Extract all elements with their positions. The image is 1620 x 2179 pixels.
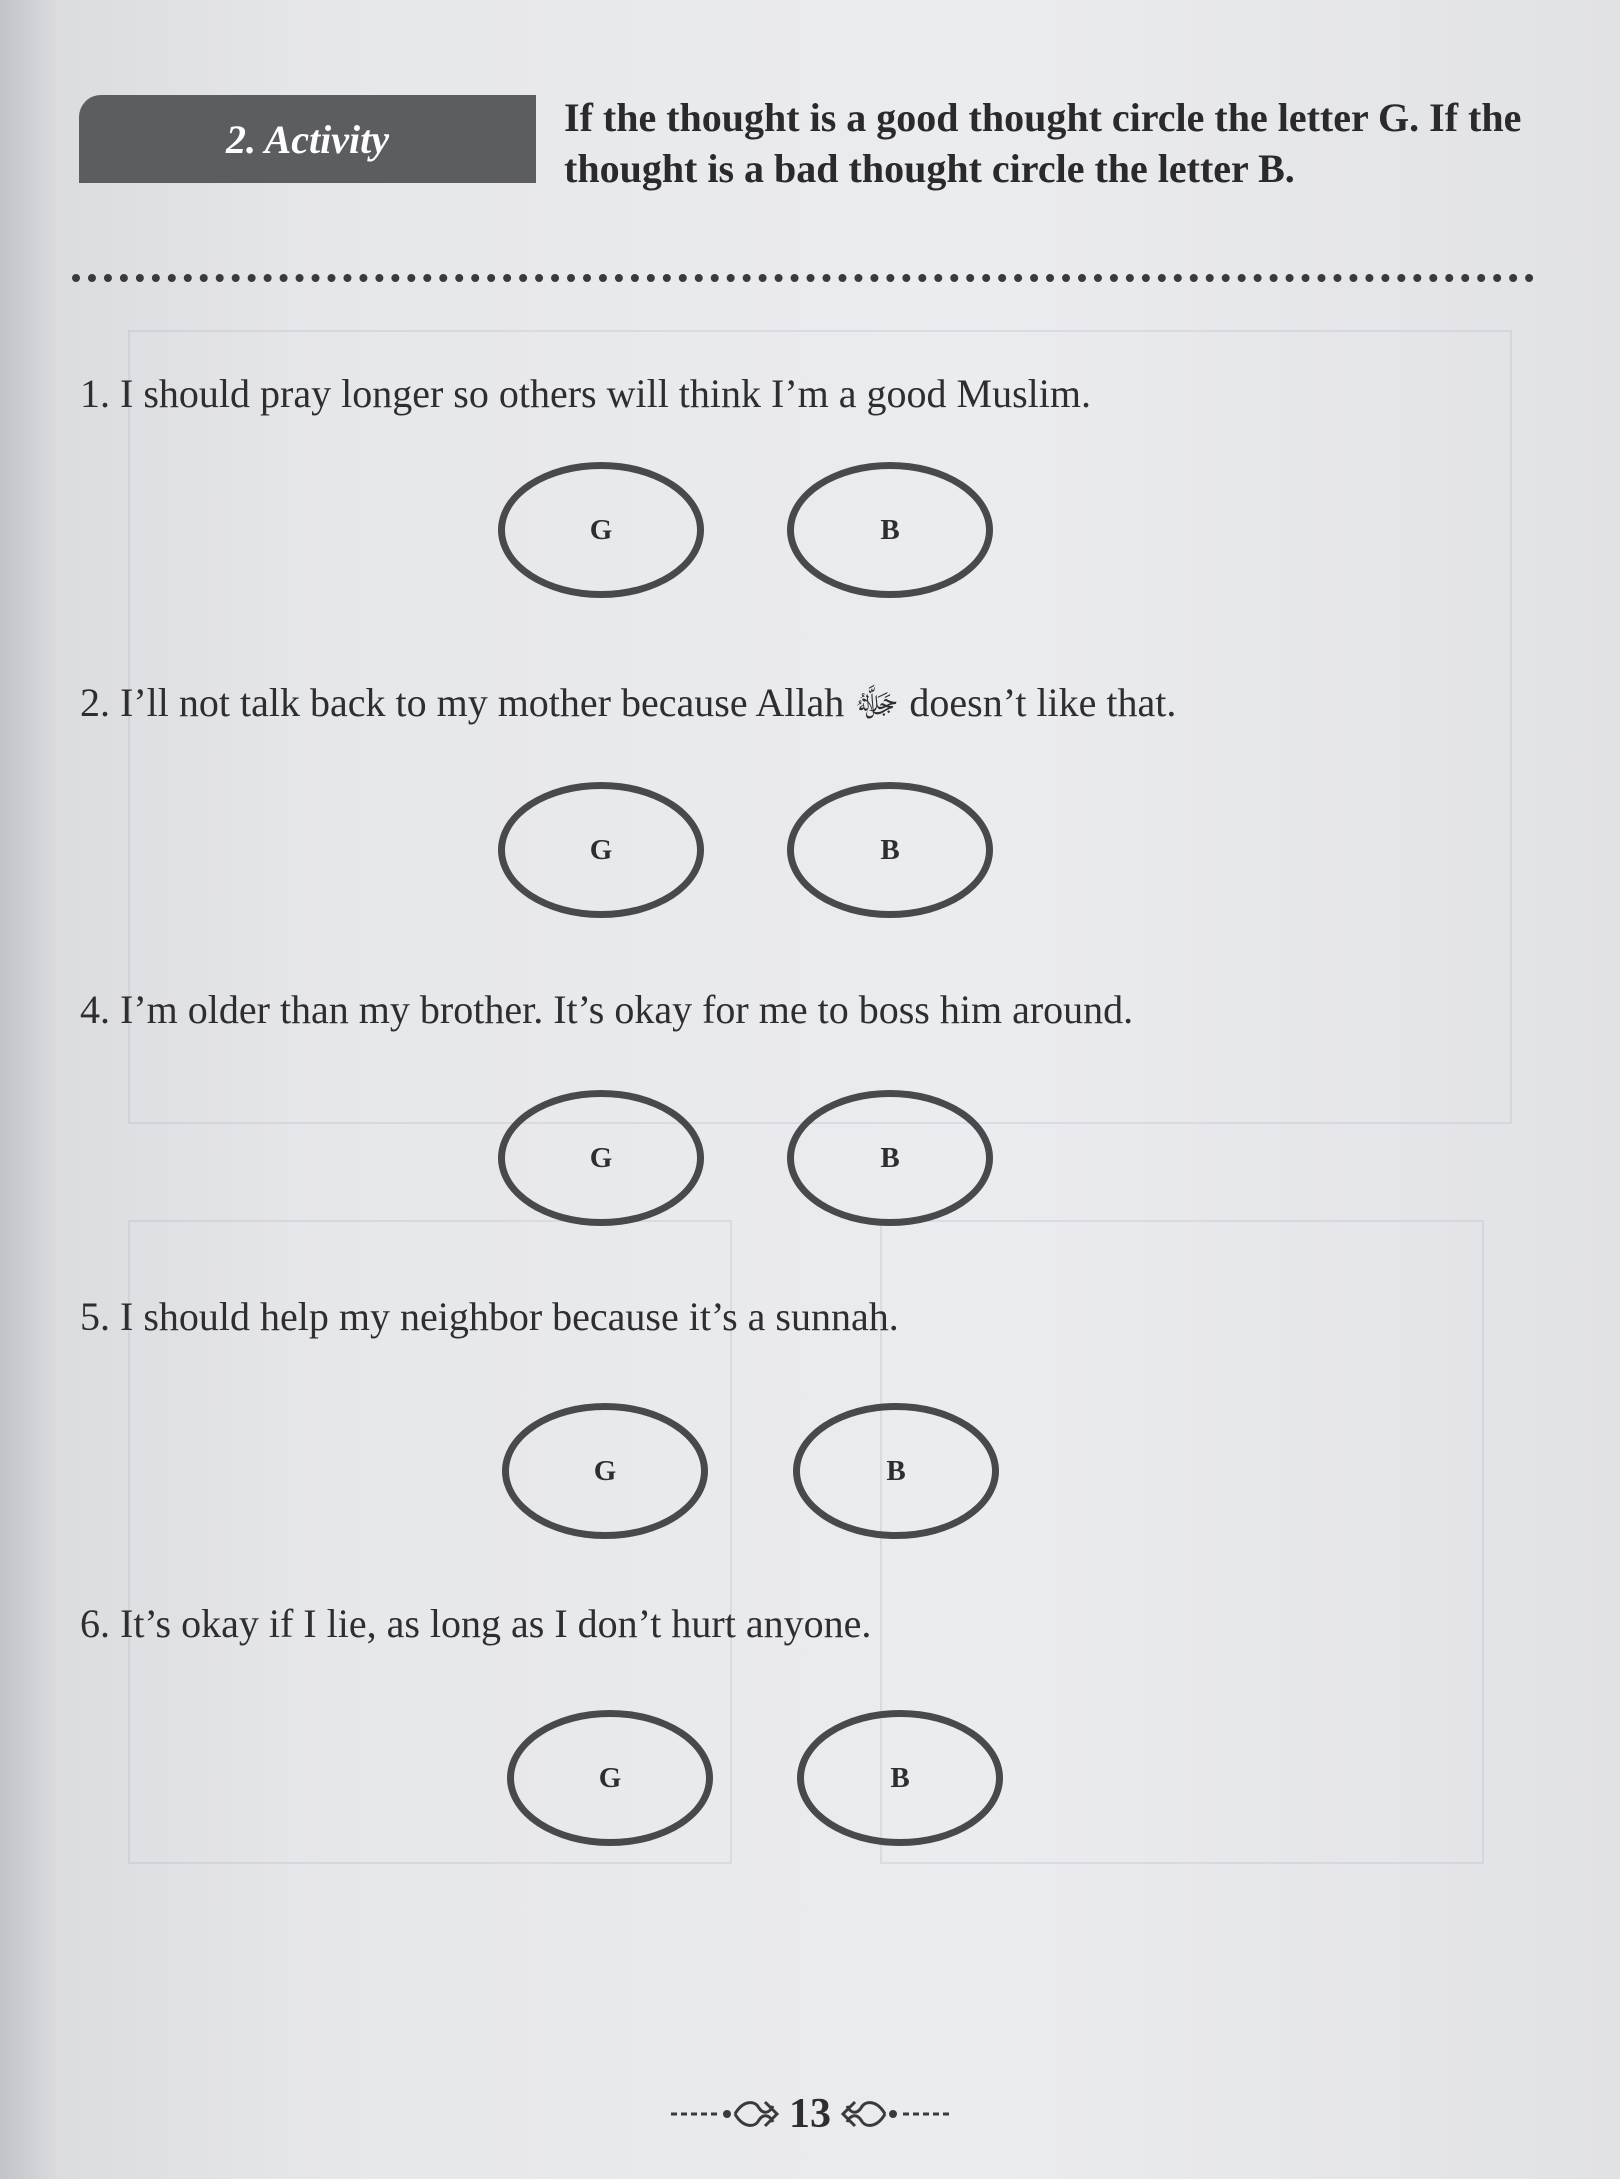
bad-choice-circle[interactable]: B <box>787 782 993 918</box>
good-choice-circle[interactable]: G <box>498 782 704 918</box>
bad-choice-circle[interactable]: B <box>787 1090 993 1226</box>
bad-choice-circle[interactable]: B <box>793 1403 999 1539</box>
dotted-divider <box>72 274 1534 282</box>
good-choice-circle[interactable]: G <box>502 1403 708 1539</box>
bad-letter: B <box>1258 146 1285 191</box>
right-ornament-icon <box>841 2094 951 2134</box>
left-ornament-icon <box>669 2094 779 2134</box>
bad-choice-circle[interactable]: B <box>797 1710 1003 1846</box>
page-number: 13 <box>789 2091 831 2137</box>
question-text: 1. I should pray longer so others will think I’m a good Muslim. <box>80 371 1092 416</box>
question-text: 5. I should help my neighbor because it’s a sunnah. <box>80 1294 899 1339</box>
good-choice-circle[interactable]: G <box>507 1710 713 1846</box>
activity-instructions <box>564 92 1524 194</box>
instructions-part-1: If the thought is a good thought circle the letter <box>564 95 1379 140</box>
page-gutter-shadow <box>0 0 60 2179</box>
activity-tab <box>79 95 536 183</box>
bad-choice-circle[interactable]: B <box>787 462 993 598</box>
question-text: 2. I’ll not talk back to my mother because Allah ﷻ doesn’t like that. <box>80 680 1177 725</box>
question-text: 6. It’s okay if I lie, as long as I don’t hurt anyone. <box>80 1601 872 1646</box>
good-choice-circle[interactable]: G <box>498 462 704 598</box>
activity-tab-label: 2. Activity <box>226 116 389 162</box>
page-footer <box>0 2090 1620 2138</box>
good-letter: G <box>1378 95 1410 140</box>
question-text: 4. I’m older than my brother. It’s okay for me to boss him around. <box>80 987 1134 1032</box>
instructions-part-2: . If the thought is a bad thought circle the letter <box>564 95 1522 191</box>
good-choice-circle[interactable]: G <box>498 1090 704 1226</box>
instructions-part-3: . <box>1284 146 1295 191</box>
